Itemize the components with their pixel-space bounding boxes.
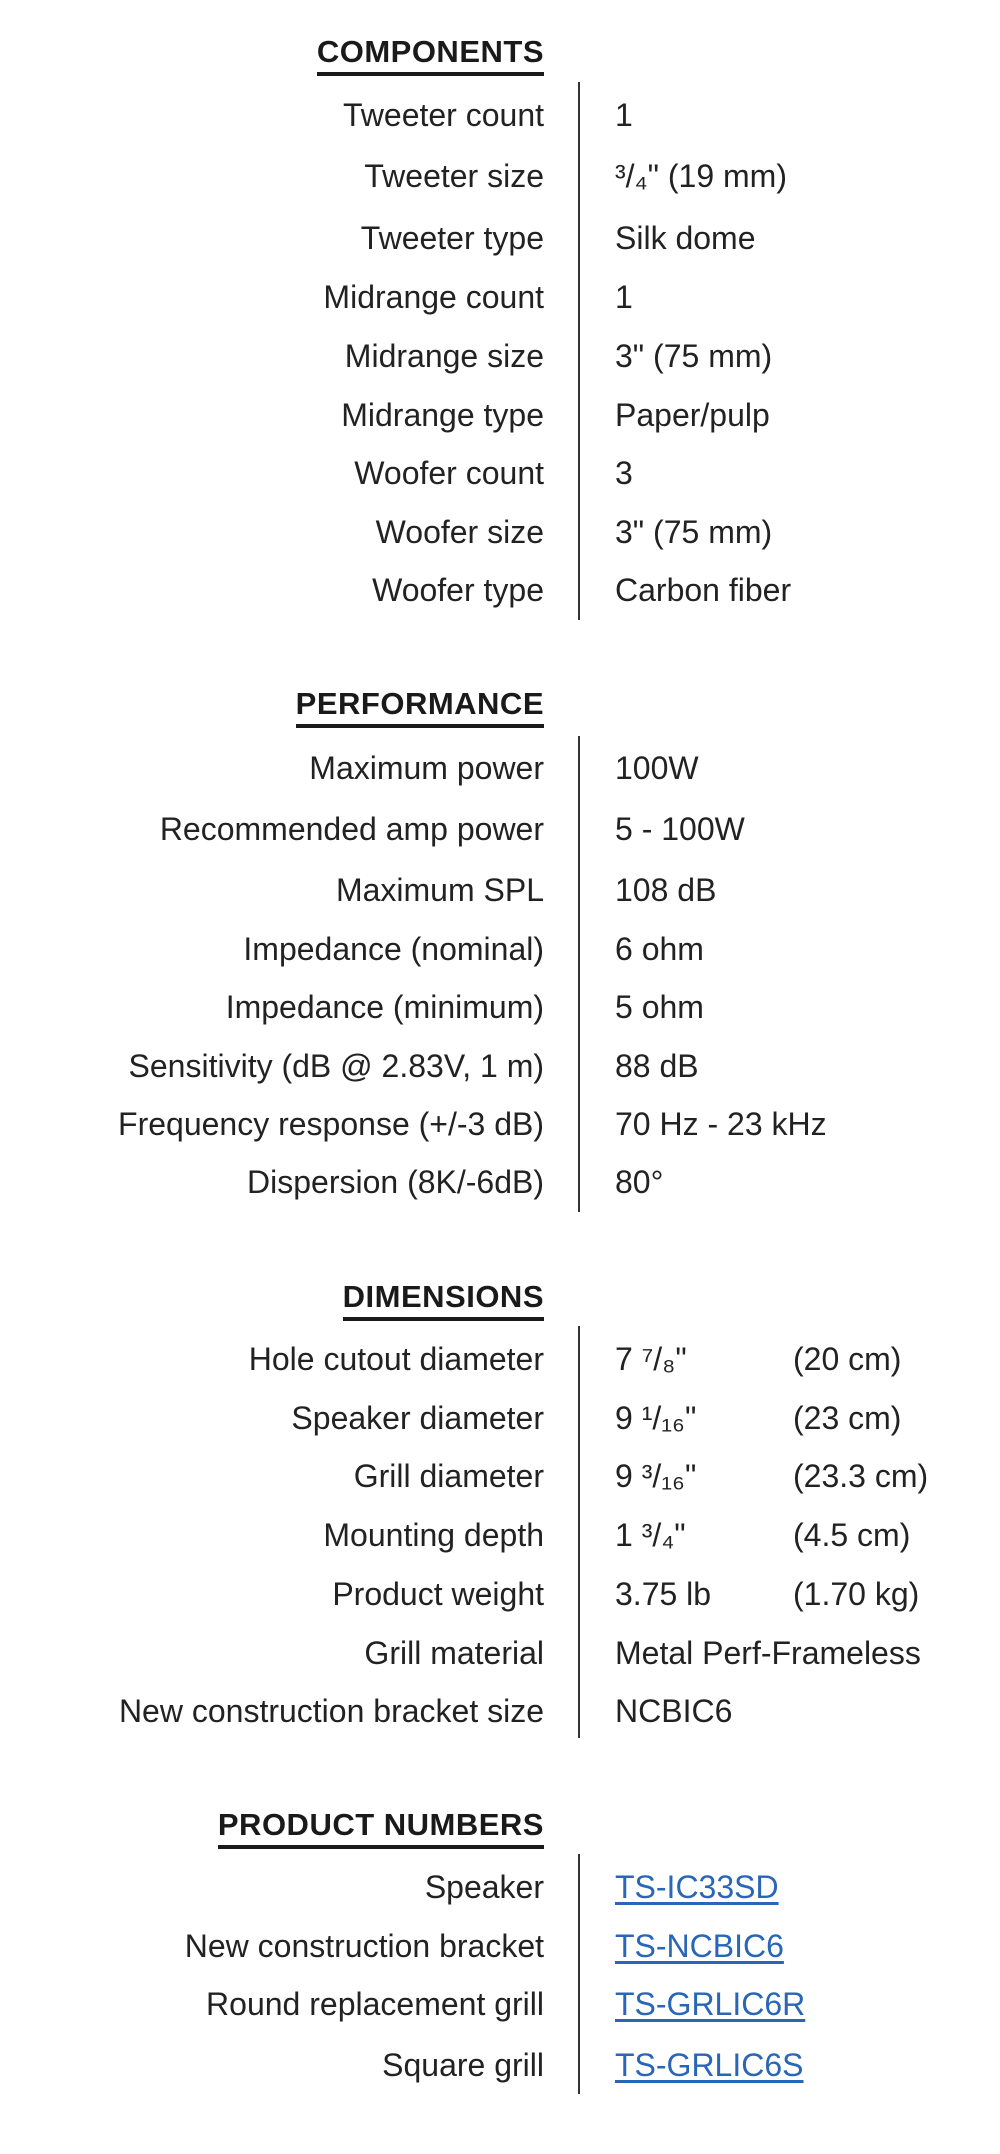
spec-row [0,444,1000,503]
spec-value: 3.75 lb [615,1576,712,1612]
spec-row [0,861,1000,920]
spec-label: Maximum SPL [335,872,544,908]
components-heading: COMPONENTS [317,34,544,76]
spec-row [0,978,1000,1037]
spec-value: 108 dB [615,872,717,908]
spec-value-metric: (20 cm) [793,1341,902,1377]
spec-label: Woofer count [354,455,544,491]
spec-row [0,327,1000,386]
spec-label: Round replacement grill [206,1986,544,2022]
spec-value: 3 [615,455,633,491]
spec-row [0,1330,1000,1389]
product-numbers-heading: PRODUCT NUMBERS [218,1807,544,1849]
spec-row [0,147,1000,206]
spec-value: 5 ohm [615,989,704,1025]
spec-value: 1 [615,97,633,133]
spec-value: 7 ⁷/₈" [615,1341,687,1377]
spec-row [0,2036,1000,2095]
spec-value: 5 - 100W [615,811,745,847]
spec-value-metric: (23.3 cm) [793,1458,929,1494]
spec-row [0,386,1000,445]
spec-label: New construction bracket [184,1928,544,1964]
spec-label: Grill material [364,1635,544,1671]
spec-label: Hole cutout diameter [248,1341,544,1377]
performance-heading: PERFORMANCE [296,686,544,728]
spec-value: ³/₄" (19 mm) [615,158,787,194]
spec-label: Maximum power [309,750,544,786]
product-number-link[interactable]: TS-IC33SD [615,1869,779,1905]
spec-row [0,1389,1000,1448]
product-number-link[interactable]: TS-GRLIC6S [615,2047,804,2083]
spec-value: Silk dome [615,220,756,256]
spec-value: 9 ³/₁₆" [615,1458,697,1494]
spec-label: Tweeter size [364,158,544,194]
spec-row [0,268,1000,327]
spec-value: NCBIC6 [615,1693,733,1729]
spec-value: 9 ¹/₁₆" [615,1400,697,1436]
spec-label: Impedance (nominal) [243,931,544,967]
spec-value: 3" (75 mm) [615,514,773,550]
product-number-link[interactable]: TS-GRLIC6R [615,1986,806,2022]
spec-row [0,1447,1000,1506]
product-number-link[interactable]: TS-NCBIC6 [615,1928,784,1964]
spec-label: Square grill [382,2047,544,2083]
spec-value: 80° [615,1164,664,1200]
spec-row [0,1858,1000,1917]
spec-row [0,1975,1000,2034]
spec-value-metric: (1.70 kg) [793,1576,920,1612]
spec-label: Midrange size [344,338,544,374]
spec-label: Tweeter count [343,97,544,133]
spec-row [0,1565,1000,1624]
spec-label: Woofer type [372,572,544,608]
spec-row [0,1624,1000,1683]
spec-label: Mounting depth [323,1517,544,1553]
spec-value: Carbon fiber [615,572,792,608]
spec-value: 6 ohm [615,931,704,967]
spec-row [0,503,1000,562]
spec-row [0,739,1000,798]
spec-label: Frequency response (+/-3 dB) [118,1106,544,1142]
spec-row [0,561,1000,620]
spec-label: Grill diameter [353,1458,544,1494]
spec-value: Metal Perf-Frameless [615,1635,921,1671]
spec-row [0,800,1000,859]
spec-label: Speaker diameter [291,1400,544,1436]
spec-value: 70 Hz - 23 kHz [615,1106,827,1142]
dimensions-heading: DIMENSIONS [343,1279,544,1321]
spec-value: Paper/pulp [615,397,770,433]
spec-row [0,1153,1000,1212]
spec-label: Speaker [424,1869,544,1905]
spec-label: Tweeter type [360,220,544,256]
spec-row [0,920,1000,979]
spec-label: Impedance (minimum) [225,989,544,1025]
spec-row [0,1037,1000,1096]
spec-row [0,1682,1000,1741]
spec-value: 100W [615,750,699,786]
spec-label: Product weight [332,1576,544,1612]
spec-label: Sensitivity (dB @ 2.83V, 1 m) [128,1048,544,1084]
spec-value: 1 ³/₄" [615,1517,686,1553]
spec-row [0,86,1000,145]
spec-label: Recommended amp power [159,811,544,847]
spec-label: Dispersion (8K/-6dB) [247,1164,544,1200]
spec-label: Midrange count [323,279,544,315]
spec-label: Woofer size [375,514,544,550]
spec-label: Midrange type [341,397,544,433]
spec-label: New construction bracket size [118,1693,544,1729]
spec-row [0,1506,1000,1565]
spec-row [0,209,1000,268]
spec-value-metric: (23 cm) [793,1400,902,1436]
spec-value-metric: (4.5 cm) [793,1517,911,1553]
spec-value: 1 [615,279,633,315]
spec-row [0,1095,1000,1154]
spec-value: 3" (75 mm) [615,338,773,374]
spec-row [0,1917,1000,1976]
spec-value: 88 dB [615,1048,699,1084]
